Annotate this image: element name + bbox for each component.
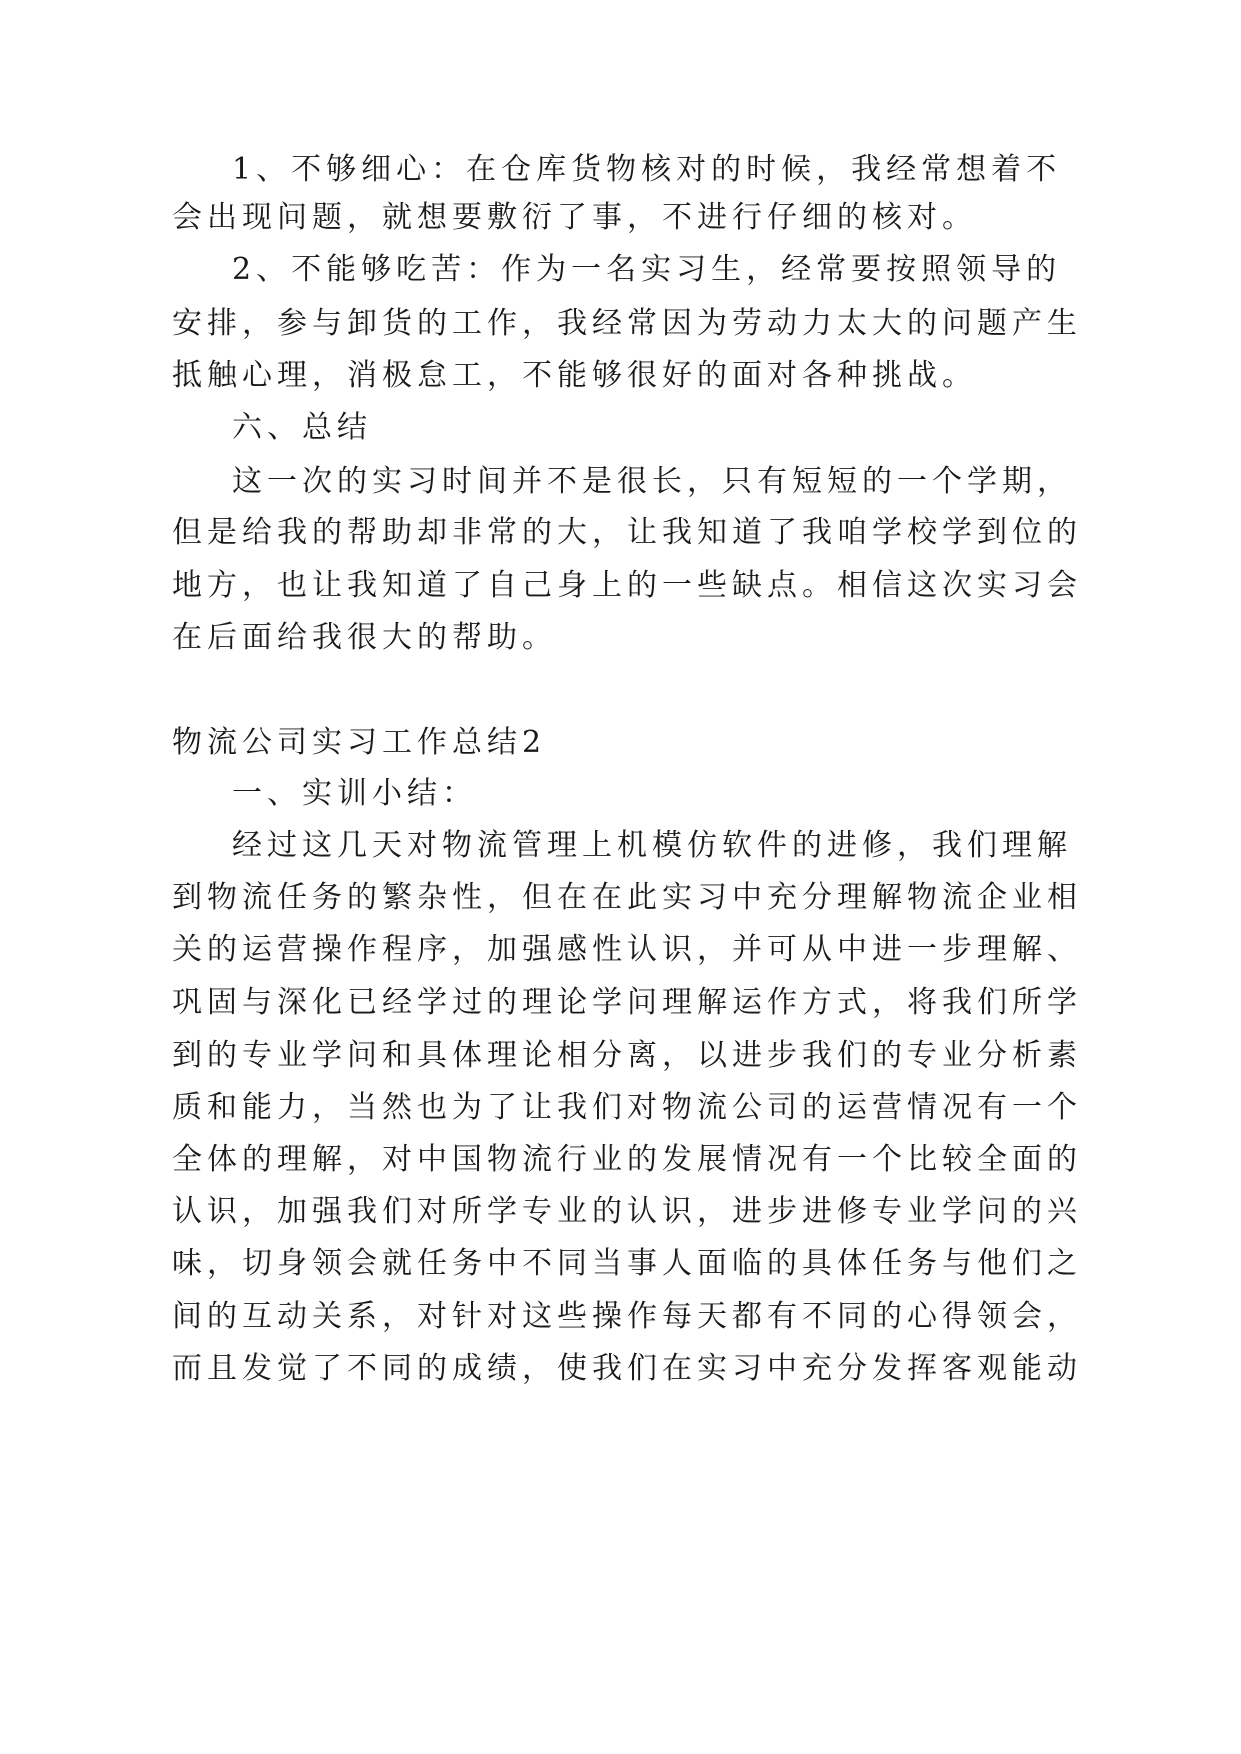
text-line: 安排，参与卸货的工作，我经常因为劳动力太大的问题产生 [172, 306, 1082, 341]
text-line: 会出现问题，就想要敷衍了事，不进行仔细的核对。 [172, 200, 977, 235]
text-line: 巩固与深化已经学过的理论学问理解运作方式，将我们所学 [172, 985, 1082, 1020]
section-heading: 六、总结 [232, 410, 372, 445]
text-line: 1、不够细心：在仓库货物核对的时候，我经常想着不 [232, 152, 1062, 187]
text-line: 认识，加强我们对所学专业的认识，进步进修专业学问的兴 [172, 1194, 1082, 1229]
text-line: 到物流任务的繁杂性，但在在此实习中充分理解物流企业相 [172, 880, 1082, 915]
text-line: 抵触心理，消极怠工，不能够很好的面对各种挑战。 [172, 358, 977, 393]
text-line: 质和能力，当然也为了让我们对物流公司的运营情况有一个 [172, 1090, 1082, 1125]
section-heading: 一、实训小结： [232, 776, 477, 811]
document-title: 物流公司实习工作总结2 [172, 725, 547, 760]
text-line: 到的专业学问和具体理论相分离，以进步我们的专业分析素 [172, 1038, 1082, 1073]
text-line: 这一次的实习时间并不是很长，只有短短的一个学期， [232, 464, 1072, 499]
text-line: 2、不能够吃苦：作为一名实习生，经常要按照领导的 [232, 252, 1062, 287]
text-line: 在后面给我很大的帮助。 [172, 620, 557, 655]
text-line: 而且发觉了不同的成绩，使我们在实习中充分发挥客观能动 [172, 1351, 1082, 1386]
text-line: 味，切身领会就任务中不同当事人面临的具体任务与他们之 [172, 1246, 1082, 1281]
text-line: 关的运营操作程序，加强感性认识，并可从中进一步理解、 [172, 932, 1082, 967]
text-line: 但是给我的帮助却非常的大，让我知道了我咱学校学到位的 [172, 515, 1082, 550]
text-line: 经过这几天对物流管理上机模仿软件的进修，我们理解 [232, 828, 1072, 863]
text-line: 全体的理解，对中国物流行业的发展情况有一个比较全面的 [172, 1142, 1082, 1177]
text-line: 地方，也让我知道了自己身上的一些缺点。相信这次实习会 [172, 568, 1082, 603]
text-line: 间的互动关系，对针对这些操作每天都有不同的心得领会， [172, 1299, 1082, 1334]
